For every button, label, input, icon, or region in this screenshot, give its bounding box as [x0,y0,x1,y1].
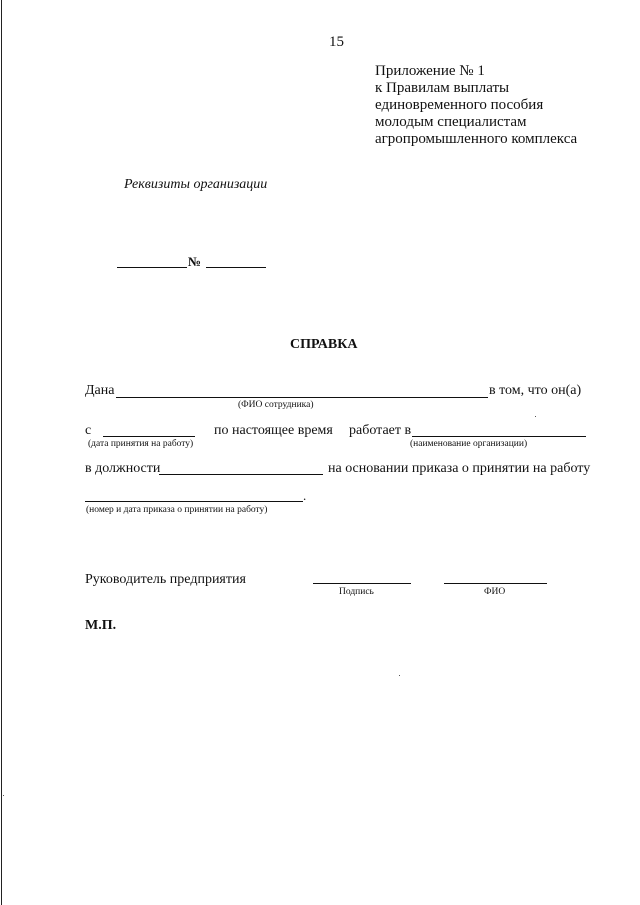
works-at-label: работает в [349,423,412,438]
org-requisites: Реквизиты организации [124,177,268,192]
that-he-label: в том, что он(а) [489,383,582,398]
head-of-enterprise-label: Руководитель предприятия [85,572,246,587]
employee-fio-field[interactable] [116,397,488,398]
appendix-line-3: единовременного пособия [375,97,544,113]
document-title: СПРАВКА [290,337,358,352]
appendix-line-5: агропромышленного комплекса [375,131,578,147]
since-label: с [85,423,92,438]
signature-field[interactable] [313,583,411,584]
fio-field[interactable] [444,583,547,584]
scan-speck [3,795,4,796]
appendix-line-2: к Правилам выплаты [375,80,510,96]
fio-caption: ФИО [484,587,506,597]
organization-name-field[interactable] [412,436,586,437]
page-number: 15 [329,34,344,50]
order-number-date-field[interactable] [85,501,303,502]
appendix-line-1: Приложение № 1 [375,63,485,79]
hire-date-caption: (дата принятия на работу) [88,439,194,449]
scan-speck [535,416,536,417]
order-period: . [303,488,307,503]
number-field-line[interactable] [206,267,266,268]
order-number-date-caption: (номер и дата приказа о принятии на работу) [86,505,268,515]
date-field-line[interactable] [117,267,187,268]
appendix-line-4: молодым специалистам [375,114,527,130]
number-sign: № [188,254,202,269]
to-present-label: по настоящее время [214,423,333,438]
position-label: в должности [85,461,161,476]
signature-caption: Подпись [339,587,374,597]
position-field[interactable] [159,474,323,475]
based-on-order-label: на основании приказа о принятии на работу [328,461,591,476]
hire-date-field[interactable] [103,436,195,437]
page-left-edge [1,0,2,905]
scan-speck [399,675,400,676]
stamp-place: М.П. [85,618,117,633]
organization-name-caption: (наименование организации) [410,439,528,449]
employee-fio-caption: (ФИО сотрудника) [238,400,314,410]
issued-to-label: Дана [85,383,115,398]
